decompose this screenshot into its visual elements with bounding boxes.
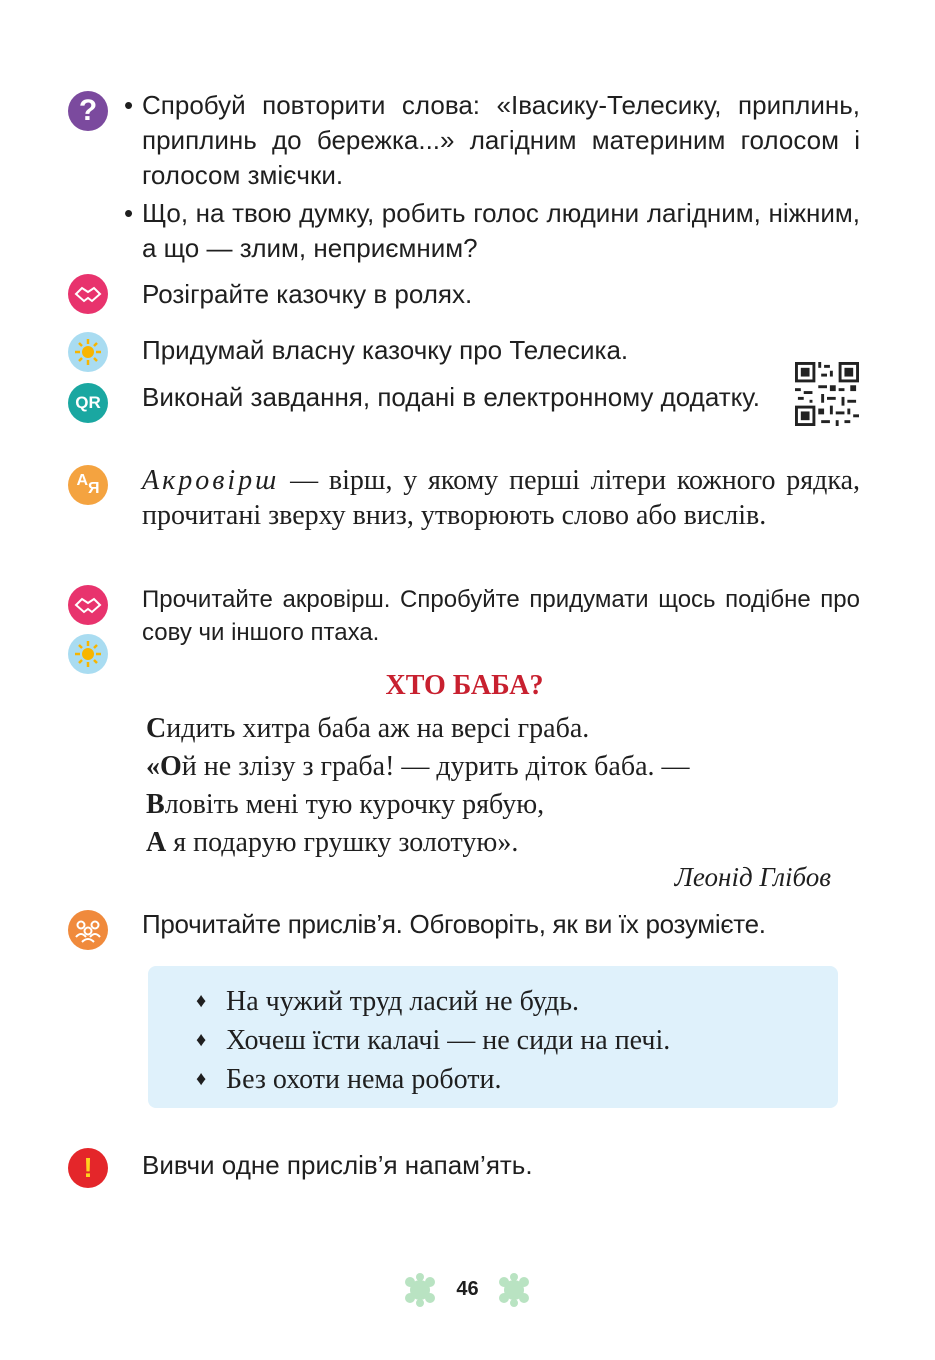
- acrostic-definition: [142, 463, 860, 533]
- proverb-item: ♦ На чужий труд ласий не будь.: [196, 986, 580, 1017]
- proverb-item: ♦ Хочеш їсти калачі — не сиди на печі.: [196, 1025, 671, 1056]
- proverbs-task-text: Прочитайте прислів’я. Обговоріть, як ви їх розумієте.: [142, 909, 766, 939]
- acrostic-term: Акровірш: [142, 465, 280, 496]
- bullet: •: [124, 198, 134, 228]
- qr-task-text: Виконай завдання, подані в електронному додатку.: [142, 382, 760, 412]
- sun-icon: [68, 634, 108, 674]
- bullet: •: [124, 90, 134, 120]
- poem-line: Вловіть мені тую курочку рябую,: [146, 789, 545, 820]
- question-item-2: [124, 196, 860, 266]
- question-icon: ?: [68, 91, 108, 131]
- proverb-item: ♦ Без охоти нема роботи.: [196, 1064, 502, 1095]
- poem-author: Леонід Глібов: [674, 862, 831, 892]
- sun-icon: [68, 332, 108, 372]
- proverbs-list: [196, 982, 670, 1099]
- poem-line: Сидить хитра баба аж на версі граба.: [146, 713, 590, 744]
- poem-title: ХТО БАБА?: [385, 670, 544, 701]
- group-icon: [68, 910, 108, 950]
- page-number: 46: [456, 1278, 479, 1300]
- question-text-1: Спробуй повторити слова: «Івасику-Телесику, приплинь, приплинь до бережка...» лагідним материним голосом і голосом змієчки.: [142, 90, 860, 190]
- roleplay-text: Розіграйте казочку в ролях.: [142, 279, 473, 309]
- poem-line: «Ой не злізу з граба! — дурить діток баба. —: [146, 751, 690, 782]
- question-item-1: [124, 88, 860, 193]
- qr-icon: QR: [68, 383, 108, 423]
- question-text-2: Що, на твою думку, робить голос людини лагідним, ніжним, а що — злим, неприємним?: [142, 198, 860, 263]
- handshake-icon: [68, 274, 108, 314]
- qr-code[interactable]: [794, 362, 860, 426]
- handshake-icon: [68, 585, 108, 625]
- acrostic-definition-text: — вірш, у якому перші літери кожного рядка, прочитані зверху вниз, утворюють слово або вислів.: [142, 465, 860, 531]
- poem: [146, 710, 690, 862]
- exclamation-icon: !: [68, 1148, 108, 1188]
- acrostic-task-text: Прочитайте акровірш. Спробуйте придумати щось подібне про сову чи іншого птаха.: [142, 586, 860, 646]
- memorize-text: Вивчи одне прислів’я напам’ять.: [142, 1150, 533, 1180]
- letters-icon: А Я: [68, 465, 108, 505]
- proverbs-box: [148, 966, 838, 1108]
- creative-text: Придумай власну казочку про Телесика.: [142, 335, 629, 365]
- poem-line: А я подарую грушку золотую».: [146, 827, 519, 858]
- leaf-ornament-right-icon: [494, 1272, 534, 1308]
